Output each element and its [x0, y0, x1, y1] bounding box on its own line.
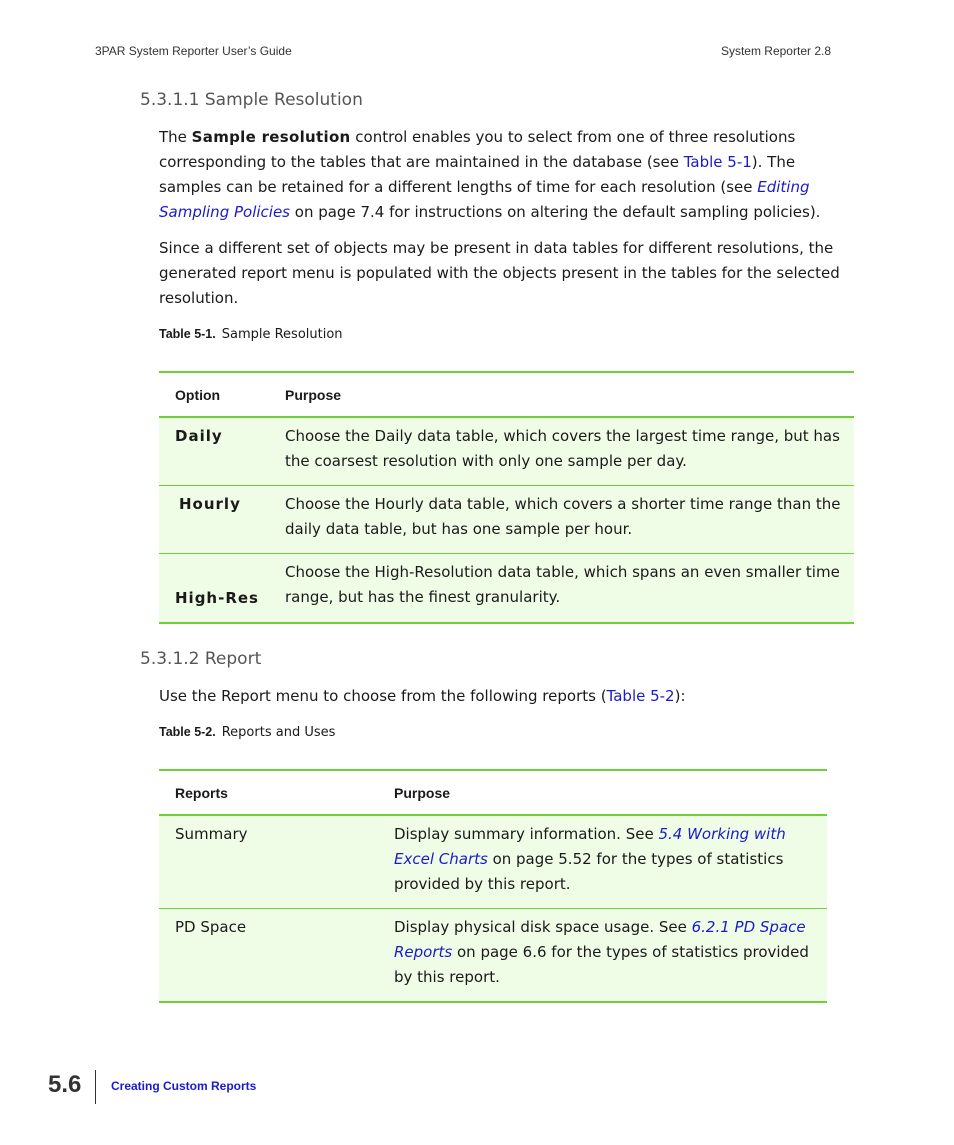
text: on page 6.6 for the types of statistics provided by this report.: [394, 943, 809, 986]
table-row: [159, 417, 854, 486]
purpose-summary: [378, 815, 827, 909]
text: Use the Report menu to choose from the following reports (: [159, 687, 607, 705]
section-heading-report: 5.3.1.2 Report: [140, 649, 262, 669]
control-name: Sample resolution: [191, 128, 351, 146]
table-row: [159, 909, 827, 1003]
text: Display physical disk space usage. See: [394, 918, 692, 936]
text: control enables you to select from one of three resolutions corresponding to the tables that are maintained in the database (see: [159, 128, 796, 171]
option-hourly: Hourly: [179, 495, 241, 513]
table-caption-5-2: [159, 725, 335, 740]
link-working-with-excel-charts[interactable]: 5.4 Working with Excel Charts: [394, 825, 786, 868]
running-header-left: 3PAR System Reporter User’s Guide: [95, 44, 292, 58]
table-header-row: [159, 372, 854, 417]
column-header-option: Option: [175, 386, 221, 403]
table-reports-and-uses: [159, 769, 827, 1003]
table-row: [159, 486, 854, 554]
caption-text: Reports and Uses: [221, 725, 336, 740]
column-header-purpose: Purpose: [285, 386, 342, 403]
table-row: [159, 815, 827, 909]
running-header-right: System Reporter 2.8: [720, 44, 831, 58]
paragraph-objects-note: Since a different set of objects may be present in data tables for different resolutions, the generated report menu is populated with the objects present in the tables for the selected resolution.: [159, 239, 840, 307]
paragraph-sample-resolution-intro: [159, 125, 849, 225]
page-number: 5.6: [48, 1071, 82, 1098]
purpose-pd-space: [378, 909, 827, 1003]
link-table-5-1[interactable]: Table 5-1: [683, 153, 752, 171]
report-pd-space: PD Space: [175, 918, 247, 936]
link-table-5-2[interactable]: Table 5-2: [606, 687, 675, 705]
column-header-purpose: Purpose: [394, 784, 451, 801]
paragraph-report-intro: [159, 684, 849, 709]
caption-label: Table 5-1.: [159, 327, 216, 341]
option-daily: Daily: [175, 427, 223, 445]
report-summary: Summary: [175, 825, 248, 843]
text: ):: [674, 687, 686, 705]
section-heading-sample-resolution: 5.3.1.1 Sample Resolution: [140, 90, 363, 110]
table-sample-resolution: [159, 371, 854, 624]
footer-divider: [95, 1070, 96, 1104]
option-high-res: High-Res: [175, 588, 259, 607]
purpose-daily: Choose the Daily data table, which covers the largest time range, but has the coarsest resolution with only one sample per day.: [285, 427, 840, 470]
text: Display summary information. See: [394, 825, 659, 843]
link-editing-sampling-policies[interactable]: Editing Sampling Policies: [159, 178, 810, 221]
table-caption-5-1: [159, 327, 343, 342]
purpose-hourly: Choose the Hourly data table, which covers a shorter time range than the daily data table, but has one sample per hour.: [285, 495, 841, 538]
column-header-reports: Reports: [175, 784, 228, 801]
text: The: [159, 128, 192, 146]
caption-label: Table 5-2.: [159, 725, 216, 739]
link-pd-space-reports[interactable]: 6.2.1 PD Space Reports: [394, 918, 806, 961]
footer-chapter-title[interactable]: Creating Custom Reports: [111, 1079, 257, 1093]
purpose-high-res: Choose the High-Resolution data table, which spans an even smaller time range, but has the finest granularity.: [285, 563, 840, 606]
text: on page 5.52 for the types of statistics provided by this report.: [394, 850, 784, 893]
table-header-row: [159, 770, 827, 815]
caption-text: Sample Resolution: [221, 327, 343, 342]
text: ). The samples can be retained for a different lengths of time for each resolution (see: [159, 153, 796, 196]
table-row: [159, 554, 854, 623]
text: on page 7.4 for instructions on altering the default sampling policies).: [290, 203, 821, 221]
